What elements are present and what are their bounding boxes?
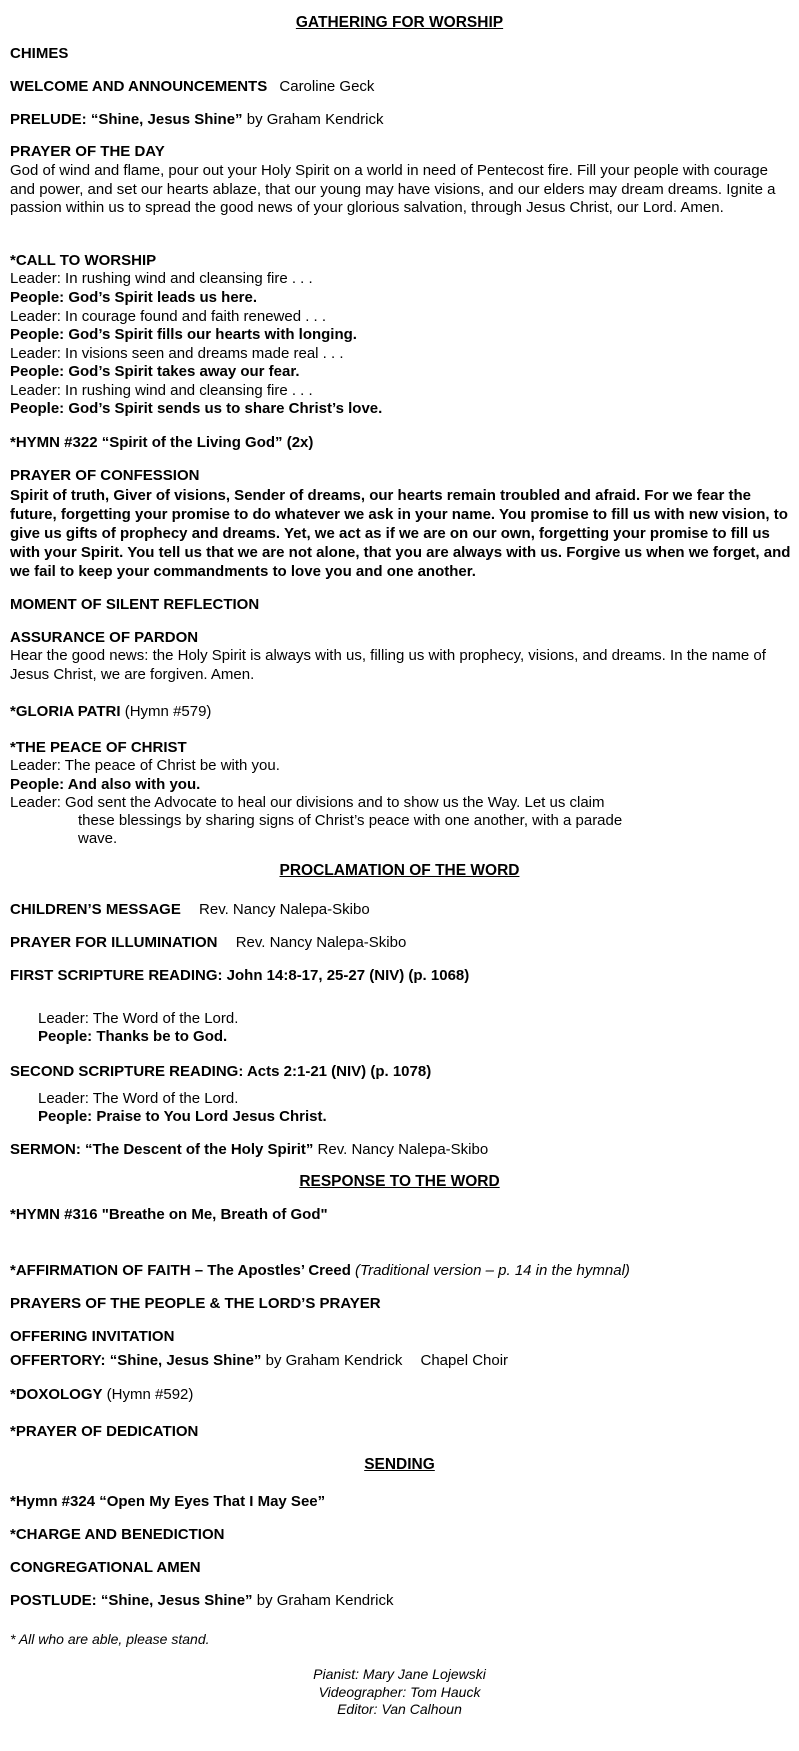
illumination-person: Rev. Nancy Nalepa-Skibo	[235, 934, 407, 951]
peace-label: *THE PEACE OF CHRIST	[10, 739, 187, 756]
doxology-item	[10, 1386, 193, 1404]
postlude-label: POSTLUDE: “Shine, Jesus Shine”	[10, 1592, 253, 1609]
call-line-3: Leader: In courage found and faith renewed . . .	[10, 308, 327, 325]
section-heading-proclamation: PROCLAMATION OF THE WORD	[279, 862, 520, 879]
stand-note: * All who are able, please stand.	[10, 1631, 210, 1647]
childrens-message-item	[10, 901, 370, 919]
welcome-label: WELCOME AND ANNOUNCEMENTS	[10, 78, 268, 95]
credit-pianist: Pianist: Mary Jane Lojewski	[313, 1666, 486, 1682]
affirmation-item	[10, 1262, 630, 1280]
offertory-composer: by Graham Kendrick	[261, 1352, 403, 1369]
section-heading-sending: SENDING	[364, 1456, 435, 1473]
sermon-item	[10, 1141, 488, 1159]
affirmation-label: *AFFIRMATION OF FAITH – The Apostles’ Creed	[10, 1262, 351, 1279]
call-line-2: People: God’s Spirit leads us here.	[10, 289, 258, 306]
call-line-1: Leader: In rushing wind and cleansing fire . . .	[10, 270, 313, 287]
silent-reflection: MOMENT OF SILENT REFLECTION	[10, 596, 260, 613]
call-line-4: People: God’s Spirit fills our hearts with longing.	[10, 326, 357, 343]
credit-editor: Editor: Van Calhoun	[337, 1701, 462, 1717]
second-scripture-reading: SECOND SCRIPTURE READING: Acts 2:1-21 (NIV) (p. 1078)	[10, 1063, 432, 1080]
confession-label: PRAYER OF CONFESSION	[10, 467, 200, 484]
hymn-316: *HYMN #316 "Breathe on Me, Breath of God"	[10, 1206, 328, 1223]
childrens-message-label: CHILDREN’S MESSAGE	[10, 901, 181, 918]
peace-leader-2a: Leader: God sent the Advocate to heal our divisions and to show us the Way. Let us claim	[10, 794, 605, 811]
prelude-item	[10, 111, 383, 129]
prayer-of-the-day-text: God of wind and flame, pour out your Holy Spirit on a world in need of Pentecost fire. Fill your people with courage and power, and set our hearts ablaze, that our young may have visions, and our elders may dream dreams. Ignite a passion within us to spread the good news of your glorious salvation, through Jesus Christ, our Lord. Amen.	[10, 162, 776, 216]
gloria-patri-item	[10, 703, 211, 721]
gloria-label: *GLORIA PATRI	[10, 703, 121, 720]
second-reading-leader: Leader: The Word of the Lord.	[38, 1090, 239, 1107]
gloria-hymn: (Hymn #579)	[120, 703, 212, 720]
childrens-message-person: Rev. Nancy Nalepa-Skibo	[199, 901, 370, 918]
call-to-worship-label: *CALL TO WORSHIP	[10, 252, 157, 269]
offertory-item	[10, 1352, 508, 1370]
first-scripture-reading: FIRST SCRIPTURE READING: John 14:8-17, 25-27 (NIV) (p. 1068)	[10, 967, 470, 984]
pardon-text: Hear the good news: the Holy Spirit is always with us, filling us with prophecy, visions, and dreams. In the name of Jesus Christ, we are forgiven. Amen.	[10, 647, 766, 683]
doxology-hymn: (Hymn #592)	[102, 1386, 194, 1403]
call-line-8: People: God’s Spirit sends us to share Christ’s love.	[10, 400, 383, 417]
charge-and-benediction: *CHARGE AND BENEDICTION	[10, 1526, 225, 1543]
prayer-of-the-day-label: PRAYER OF THE DAY	[10, 143, 165, 160]
confession-text: Spirit of truth, Giver of visions, Sender of dreams, our hearts remain troubled and afraid. For we fear the future, forgetting your promise to do whatever we ask in your name. You promise to fill us with new vision, to give us gifts of prophecy and dreams. Yet, we act as if we are on our own, forgetting your promise to fill us with your Spirit. You tell us that we are not alone, that you are always with us. Forgive us when we forget, and we fail to keep your commandments to love you and one another.	[10, 487, 791, 580]
prelude-composer: by Graham Kendrick	[242, 111, 384, 128]
first-reading-people: People: Thanks be to God.	[38, 1028, 228, 1045]
peace-leader-1: Leader: The peace of Christ be with you.	[10, 757, 280, 774]
pardon-label: ASSURANCE OF PARDON	[10, 629, 199, 646]
call-line-6: People: God’s Spirit takes away our fear.	[10, 363, 300, 380]
call-line-5: Leader: In visions seen and dreams made real . . .	[10, 345, 344, 362]
offertory-label: OFFERTORY: “Shine, Jesus Shine”	[10, 1352, 262, 1369]
illumination-item	[10, 934, 406, 952]
prayer-of-dedication: *PRAYER OF DEDICATION	[10, 1423, 199, 1440]
second-reading-people: People: Praise to You Lord Jesus Christ.	[38, 1108, 327, 1125]
prayers-of-the-people: PRAYERS OF THE PEOPLE & THE LORD’S PRAYER	[10, 1295, 381, 1312]
illumination-label: PRAYER FOR ILLUMINATION	[10, 934, 218, 951]
offertory-choir: Chapel Choir	[420, 1352, 509, 1369]
congregational-amen: CONGREGATIONAL AMEN	[10, 1559, 201, 1576]
peace-leader-2b: these blessings by sharing signs of Christ’s peace with one another, with a parade	[78, 812, 623, 829]
prelude-label: PRELUDE: “Shine, Jesus Shine”	[10, 111, 243, 128]
welcome-item	[10, 78, 374, 96]
peace-leader-2c: wave.	[78, 830, 118, 847]
postlude-item	[10, 1592, 393, 1610]
doxology-label: *DOXOLOGY	[10, 1386, 103, 1403]
section-heading-response: RESPONSE TO THE WORD	[299, 1173, 500, 1190]
offering-invitation: OFFERING INVITATION	[10, 1328, 175, 1345]
section-heading-gathering: GATHERING FOR WORSHIP	[295, 14, 504, 31]
call-line-7: Leader: In rushing wind and cleansing fire . . .	[10, 382, 313, 399]
hymn-322: *HYMN #322 “Spirit of the Living God” (2x)	[10, 434, 314, 451]
affirmation-note: (Traditional version – p. 14 in the hymnal)	[350, 1262, 630, 1279]
credit-videographer: Videographer: Tom Hauck	[318, 1684, 481, 1700]
welcome-person: Caroline Geck	[279, 78, 375, 95]
chimes-item: CHIMES	[10, 45, 69, 62]
sermon-person: Rev. Nancy Nalepa-Skibo	[313, 1141, 489, 1158]
first-reading-leader: Leader: The Word of the Lord.	[38, 1010, 239, 1027]
hymn-324: *Hymn #324 “Open My Eyes That I May See”	[10, 1493, 326, 1510]
postlude-composer: by Graham Kendrick	[252, 1592, 394, 1609]
sermon-label: SERMON: “The Descent of the Holy Spirit”	[10, 1141, 314, 1158]
peace-people: People: And also with you.	[10, 776, 201, 793]
